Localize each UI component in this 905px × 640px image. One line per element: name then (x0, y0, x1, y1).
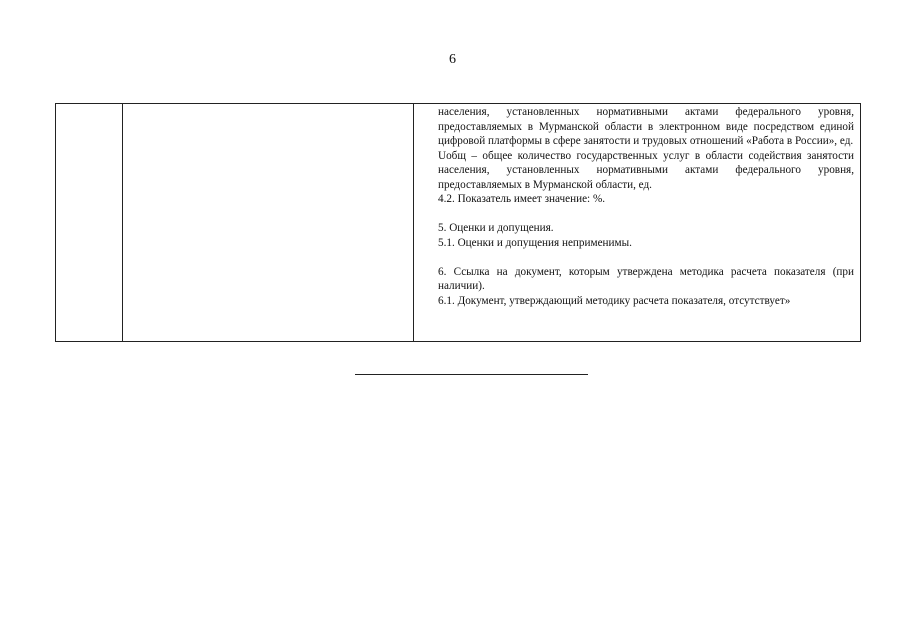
paragraph-document-link-heading: 6. Ссылка на документ, которым утверждена методика расчета показателя (при наличии). (438, 265, 854, 292)
page-number: 6 (449, 52, 456, 67)
table-cell-number (56, 104, 123, 341)
paragraph-document-link-text: 6.1. Документ, утверждающий методику расчета показателя, отсутствует» (438, 294, 791, 307)
paragraph-estimates-heading: 5. Оценки и допущения. (438, 222, 554, 234)
paragraph-population-services: населения, установленных нормативными актами федерального уровня, предоставляемых в Мурманской области в электронном виде посредством единой цифровой платформы в сфере занятости и трудовых отношений «Работа в России», ед. (438, 106, 854, 147)
paragraph-indicator-value: 4.2. Показатель имеет значение: %. (438, 193, 606, 205)
table-cell-name (123, 104, 414, 341)
paragraph-estimates-text: 5.1. Оценки и допущения неприменимы. (438, 236, 632, 249)
table-cell-description (414, 104, 860, 341)
paragraph-total-services: Uобщ – общее количество государственных услуг в области содействия занятости населения, установленных нормативными актами федерального уровня, предоставляемых в Мурманской области, ед. (438, 149, 854, 191)
document-table (55, 103, 861, 342)
footer-divider-line (355, 374, 588, 375)
